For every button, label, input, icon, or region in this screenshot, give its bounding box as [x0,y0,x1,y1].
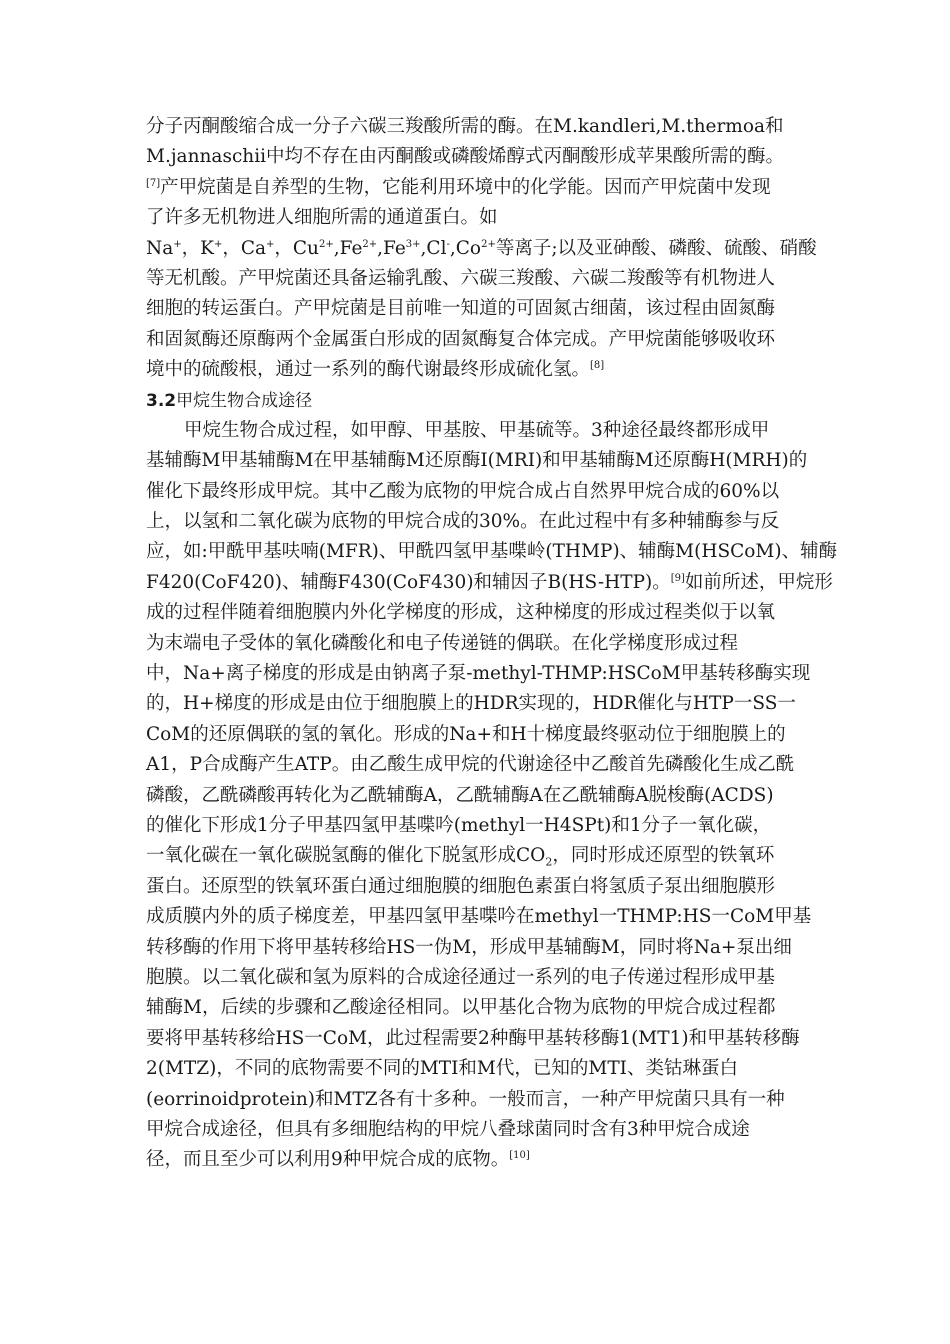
text-line: 上，以氢和二氧化碳为底物的甲烷合成的30%。在此过程中有多种辅酶参与反 [146,511,780,533]
paragraph-1 [146,112,817,386]
text-line: 的催化下形成1分子甲基四氢甲基喋吟(methyl一H4SPt)和1分子一氧化碳， [146,814,772,836]
text-line: 磷酸，乙酰磷酸再转化为乙酰辅酶A，乙酰辅酶A在乙酰辅酶A脱梭酶(ACDS) [146,784,774,806]
section-heading [146,386,806,416]
text-line: 要将甲基转移给HS一CoM，此过程需要2种酶甲基转移酶1(MT1)和甲基转移酶 [146,1027,800,1049]
text-line: 和固氮酶还原酶两个金属蛋白形成的固氮酶复合体完成。产甲烷菌能够吸收环 [146,328,776,350]
charge: + [173,238,182,250]
text-segment: 等离子;以及亚砷酸、磷酸、硫酸、硝酸 [495,237,817,259]
text-segment: 境中的硫酸根，通过一系列的酶代谢最终形成硫化氢。 [146,359,591,381]
text-line: 细胞的转运蛋白。产甲烷菌是目前唯一知道的可固氮古细菌，该过程由固氮酶 [146,298,776,320]
text-segment: 产甲烷菌是自养型的生物，它能利用环境中的化学能。因而产甲烷菌中发现 [160,176,771,198]
charge: 2+ [362,238,378,250]
charge: + [266,238,275,250]
charge: + [213,238,223,250]
text-line: M.jannaschii中均不存在由丙酮酸或磷酸烯醇式丙酮酸形成苹果酸所需的酶。 [146,146,785,168]
text-line: 胞膜。以二氧化碳和氢为原料的合成途径通过一系列的电子传递过程形成甲基 [146,966,776,988]
text-line: 甲烷生物合成过程，如甲醇、甲基胺、甲基硫等。3种途径最终都形成甲 [184,419,770,441]
charge: - [446,238,450,250]
subscript: 2 [545,856,553,870]
ion-cu: ，Cu [274,237,319,259]
text-line: 中，Na+离子梯度的形成是由钠离子泵-methyl-THMP:HSCoM甲基转移酶实现 [146,663,811,685]
citation: [7] [146,177,161,189]
citation: [10] [509,1150,530,1162]
ion-cl: ,Cl [420,237,447,259]
document-page [146,112,838,1176]
text-line [146,568,833,598]
text-segment: ，同时形成还原型的铁氧环 [552,845,775,867]
ion-co: ,Co [449,237,482,259]
text-line: 辅酶M，后续的步骤和乙酸途径相同。以甲基化合物为底物的甲烷合成过程都 [146,997,776,1019]
text-line [146,173,806,203]
ion-list-line [146,234,817,264]
text-line: 成的过程伴随着细胞膜内外化学梯度的形成，这种梯度的形成过程类似于以氧 [146,602,776,624]
ion-na: Na [146,237,174,259]
text-segment: F420(CoF420)、辅酶F430(CoF430)和辅因子B(HS-HTP)。 [146,571,671,593]
text-line [146,1145,806,1175]
text-line: 转移酶的作用下将甲基转移给HS一伪M，形成甲基辅酶M，同时将Na+泵出细 [146,936,792,958]
text-segment: 径，而且至少可以利用9种甲烷合成的底物。 [146,1149,510,1171]
ion-ca: ，Ca [222,237,267,259]
section-number: 3.2 [146,390,177,411]
charge: 3+ [405,238,421,250]
text-segment: 如前所述，甲烷形 [684,571,833,593]
ion-fe2: ,Fe [333,237,363,259]
text-line: CoM的还原偶联的氢的氧化。形成的Na+和H十梯度最终驱动位于细胞膜上的 [146,723,786,745]
citation: [9] [670,572,685,584]
text-line [146,841,806,871]
text-line: 应，如:甲酰甲基呋喃(MFR)、甲酰四氢甲基喋岭(THMP)、辅酶M(HSCoM)、辅酶 [146,541,838,563]
text-line: 基辅酶M甲基辅酶M在甲基辅酶M还原酶I(MRI)和甲基辅酶M还原酶H(MRH)的 [146,450,808,472]
text-line: 蛋白。还原型的铁氧环蛋白通过细胞膜的细胞色素蛋白将氢质子泵出细胞膜形 [146,875,776,897]
ion-k: ，K [181,237,214,259]
text-line: 催化下最终形成甲烷。其中乙酸为底物的甲烷合成占自然界甲烷合成的60%以 [146,480,780,502]
text-line: 了许多无机物进人细胞所需的通道蛋白。如 [146,207,498,229]
section-title: 甲烷生物合成途径 [176,390,313,411]
text-line: 的，H+梯度的形成是由位于细胞膜上的HDR实现的，HDR催化与HTP一SS一 [146,693,796,715]
text-line [146,355,806,385]
citation: [8] [590,359,605,371]
text-segment: 一氧化碳在一氧化碳脱氢酶的催化下脱氢形成CO [146,845,546,867]
paragraph-2 [146,416,838,1176]
text-line: A1，P合成酶产生ATP。由乙酸生成甲烷的代谢途径中乙酸首先磷酸化生成乙酰 [146,754,795,776]
text-line: (eorrinoidprotein)和MTZ各有十多种。一般而言，一种产甲烷菌只具有一种 [146,1088,785,1110]
text-line: 为末端电子受体的氧化磷酸化和电子传递链的偶联。在化学梯度形成过程 [146,632,739,654]
charge: 2+ [318,238,334,250]
ion-fe3: ,Fe [377,237,406,259]
text-line: 2(MTZ)，不同的底物需要不同的MTI和M代，已知的MTI、类钴琳蛋白 [146,1058,738,1080]
text-line: 等无机酸。产甲烷菌还具备运输乳酸、六碳三羧酸、六碳二羧酸等有机物进人 [146,267,776,289]
text-line: 甲烷合成途径，但具有多细胞结构的甲烷八叠球菌同时含有3种甲烷合成途 [146,1118,750,1140]
text-line: 分子丙酮酸缩合成一分子六碳三羧酸所需的酶。在M.kandleri,M.thermoa和 [146,116,784,137]
text-line: 成质膜内外的质子梯度差，甲基四氢甲基喋吟在methyl一THMP:HS一CoM甲基 [146,906,812,928]
charge: 2+ [481,238,496,250]
